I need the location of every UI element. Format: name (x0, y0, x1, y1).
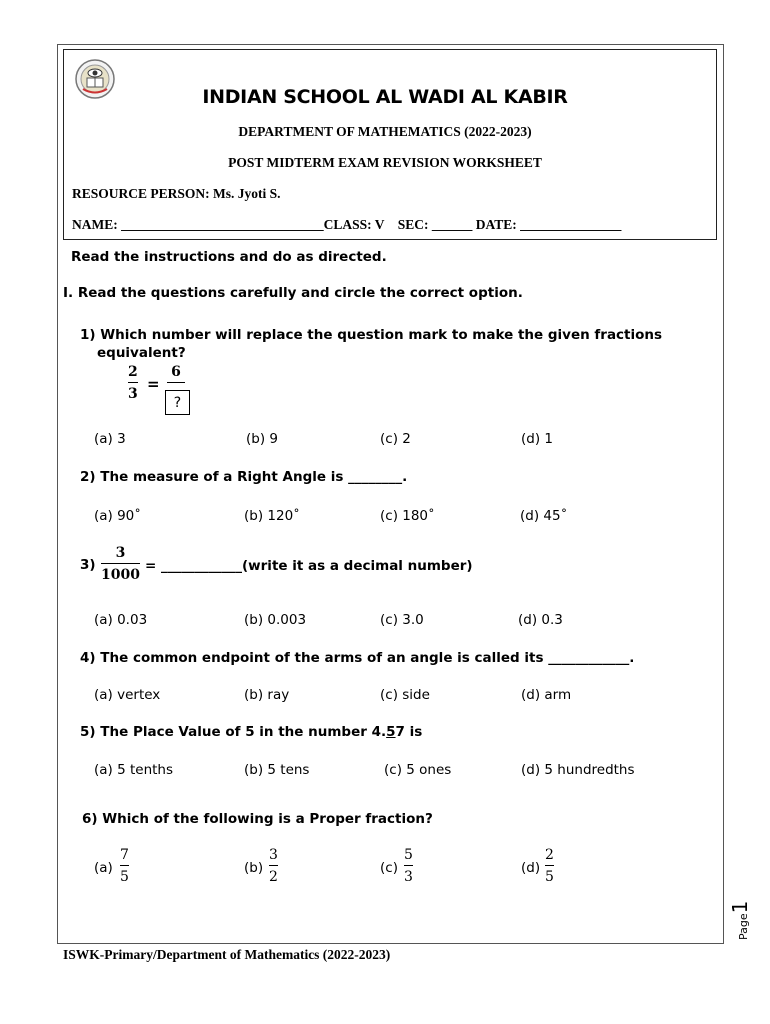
q4-option-d: (d) arm (521, 687, 572, 703)
question-1-line2: equivalent? (97, 345, 186, 361)
q1-fraction-left-denominator: 3 (128, 386, 138, 403)
q6-option-c-fraction (404, 847, 413, 885)
q6-option-c-numerator: 5 (404, 847, 413, 863)
footer: ISWK-Primary/Department of Mathematics (2022-2023) (63, 947, 391, 962)
question-5 (80, 724, 422, 740)
q6-option-b-numerator: 3 (269, 847, 278, 863)
q1-fraction-right (167, 364, 185, 386)
student-details-line: NAME: ______________________________CLASS: V SEC: ______ DATE: _______________ (72, 217, 622, 232)
section-heading: I. Read the questions carefully and circle the correct option. (63, 285, 523, 301)
q2-option-b: (b) 120˚ (244, 508, 300, 524)
fraction-bar (404, 865, 413, 866)
q1-option-d: (d) 1 (521, 431, 553, 447)
question-2: 2) The measure of a Right Angle is ________. (80, 469, 408, 485)
q6-option-c-denominator: 3 (404, 869, 413, 886)
q1-fraction-right-numerator: 6 (171, 364, 181, 380)
q3-fraction-numerator: 3 (115, 545, 126, 561)
q1-equals-sign: = (147, 375, 160, 393)
q6-option-a-denominator: 5 (120, 869, 129, 886)
q5-option-a: (a) 5 tenths (94, 762, 174, 778)
q5-option-c: (c) 5 ones (384, 762, 452, 778)
question-3-text: = ____________(write it as a decimal number) (145, 558, 473, 574)
page-word: Page (737, 913, 750, 940)
q1-fraction-left-numerator: 2 (128, 364, 138, 380)
q3-option-d: (d) 0.3 (518, 612, 563, 628)
q3-fraction (101, 545, 140, 583)
question-5-underlined-digit: 5 (386, 724, 396, 740)
header-box (63, 49, 717, 240)
q3-fraction-denominator: 1000 (101, 567, 140, 584)
q4-option-c: (c) side (380, 687, 430, 703)
q4-option-b: (b) ray (244, 687, 290, 703)
page-number: 1 (728, 900, 752, 914)
q6-option-b-fraction (269, 847, 278, 885)
q6-option-a-numerator: 7 (120, 847, 129, 863)
q6-option-d-fraction (545, 847, 554, 885)
fraction-bar (120, 865, 129, 866)
q2-option-c: (c) 180˚ (380, 508, 435, 524)
question-4: 4) The common endpoint of the arms of an angle is called its ____________. (80, 650, 635, 666)
resource-person: RESOURCE PERSON: Ms. Jyoti S. (72, 186, 281, 201)
q6-option-b-label: (b) (244, 860, 264, 876)
worksheet-title: POST MIDTERM EXAM REVISION WORKSHEET (228, 155, 542, 170)
school-name: INDIAN SCHOOL AL WADI AL KABIR (202, 86, 568, 108)
fraction-bar (545, 865, 554, 866)
q6-option-d-denominator: 5 (545, 869, 554, 886)
q1-fraction-left (128, 364, 138, 402)
q3-option-b: (b) 0.003 (244, 612, 307, 628)
q6-option-a-label: (a) (94, 860, 113, 876)
page-number-marker (728, 901, 752, 940)
fraction-bar (167, 382, 185, 383)
question-1-line1: 1) Which number will replace the question mark to make the given fractions (80, 327, 663, 343)
question-5-text-before: 5) The Place Value of 5 in the number 4. (80, 724, 387, 740)
q3-option-c: (c) 3.0 (380, 612, 424, 628)
instructions: Read the instructions and do as directed. (71, 249, 387, 265)
q6-option-c-label: (c) (380, 860, 398, 876)
question-6: 6) Which of the following is a Proper fraction? (82, 811, 433, 827)
q6-option-d-label: (d) (521, 860, 541, 876)
q6-option-b-denominator: 2 (269, 869, 278, 886)
fraction-bar (128, 382, 138, 383)
fraction-bar (269, 865, 278, 866)
q3-option-a: (a) 0.03 (94, 612, 148, 628)
q4-option-a: (a) vertex (94, 687, 161, 703)
q2-option-a: (a) 90˚ (94, 508, 142, 524)
question-3-number: 3) (80, 557, 96, 573)
q1-option-a: (a) 3 (94, 431, 126, 447)
q6-option-a-fraction (120, 847, 129, 885)
q1-option-b: (b) 9 (246, 431, 278, 447)
q6-option-d-numerator: 2 (545, 847, 554, 863)
q2-option-d: (d) 45˚ (520, 508, 568, 524)
question-5-text-after: 7 is (395, 724, 423, 740)
q1-unknown-box: ? (165, 390, 190, 415)
q5-option-d: (d) 5 hundredths (521, 762, 635, 778)
fraction-bar (101, 563, 140, 564)
department-title: DEPARTMENT OF MATHEMATICS (2022-2023) (238, 124, 532, 139)
q1-option-c: (c) 2 (380, 431, 411, 447)
q5-option-b: (b) 5 tens (244, 762, 310, 778)
